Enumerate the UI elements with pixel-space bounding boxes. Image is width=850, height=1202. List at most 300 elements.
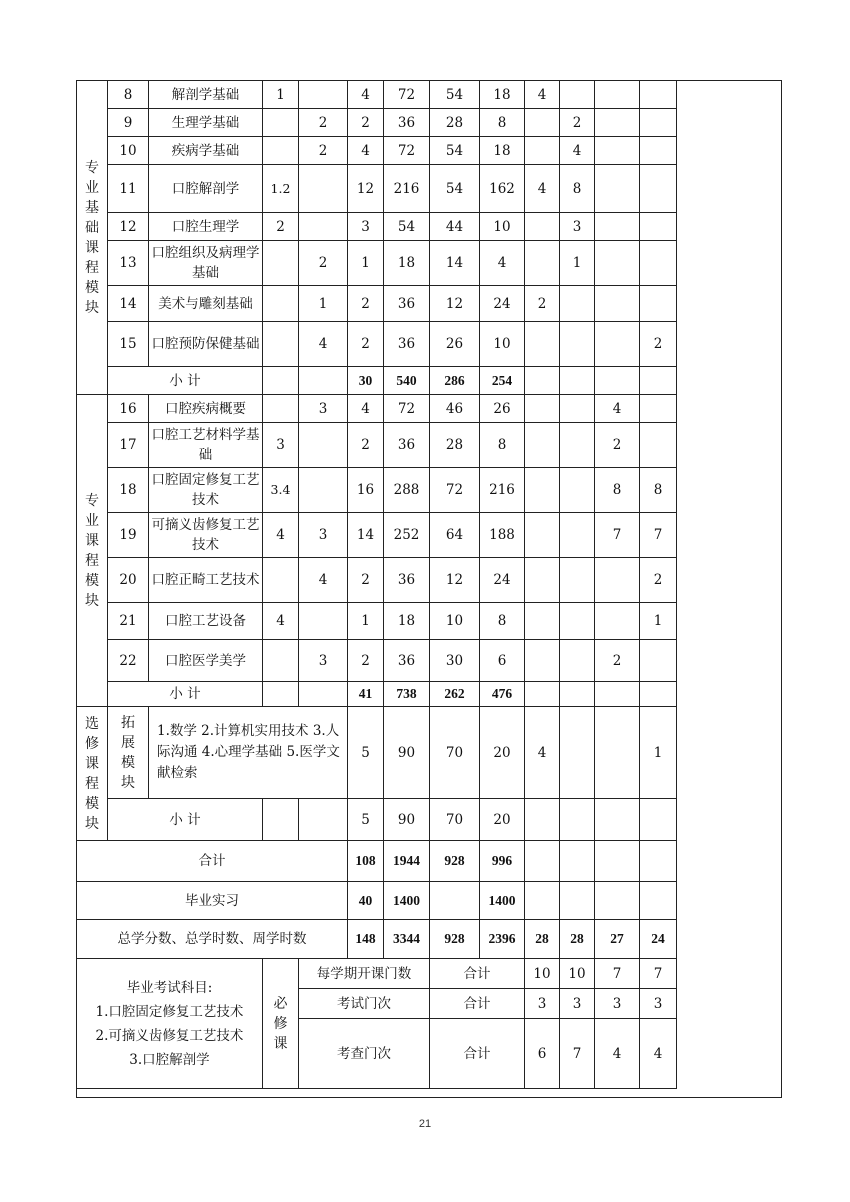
table-row — [77, 603, 677, 640]
col-credit: 2 — [348, 423, 384, 468]
course-name: 美术与雕刻基础 — [149, 286, 263, 322]
exam-row-s3: 7 — [595, 959, 640, 989]
table-row — [77, 165, 677, 213]
course-name: 口腔固定修复工艺技术 — [149, 468, 263, 513]
elective-sub-label — [108, 707, 149, 799]
col-s3 — [595, 165, 640, 213]
col-practice: 216 — [480, 468, 525, 513]
col-hours: 72 — [384, 137, 430, 165]
course-name: 口腔组织及病理学基础 — [149, 241, 263, 286]
exam-semester — [263, 241, 299, 286]
subtotal-theory: 262 — [430, 682, 480, 707]
elective-theory: 70 — [430, 707, 480, 799]
subtotal-theory: 70 — [430, 799, 480, 841]
col-credit: 2 — [348, 322, 384, 367]
col-theory: 28 — [430, 109, 480, 137]
table-row — [77, 682, 677, 707]
col-practice: 26 — [480, 395, 525, 423]
grand-total-label: 总学分数、总学时数、周学时数 — [77, 920, 348, 959]
col-credit: 3 — [348, 213, 384, 241]
col-s4 — [640, 395, 677, 423]
exam-row-s3: 4 — [595, 1019, 640, 1089]
table-row — [77, 640, 677, 682]
col-hours: 36 — [384, 322, 430, 367]
subtotal-theory: 286 — [430, 367, 480, 395]
col-practice: 162 — [480, 165, 525, 213]
col-theory: 12 — [430, 286, 480, 322]
exam-row-s1: 3 — [525, 989, 560, 1019]
elective-s4: 1 — [640, 707, 677, 799]
course-name: 口腔生理学 — [149, 213, 263, 241]
grand-s4: 24 — [640, 920, 677, 959]
empty-cell — [640, 882, 677, 920]
col-practice: 4 — [480, 241, 525, 286]
col-s3 — [595, 137, 640, 165]
exam-semester — [263, 558, 299, 603]
col-hours: 288 — [384, 468, 430, 513]
table-row — [77, 241, 677, 286]
col-s4 — [640, 109, 677, 137]
elective-practice: 20 — [480, 707, 525, 799]
table-row — [77, 81, 677, 109]
exam-row-s1: 6 — [525, 1019, 560, 1089]
subtotal-label: 小 计 — [108, 682, 263, 707]
empty-cell — [595, 799, 640, 841]
exam-row-sum: 合计 — [430, 1019, 525, 1089]
internship-label: 毕业实习 — [77, 882, 348, 920]
col-hours: 54 — [384, 213, 430, 241]
subtotal-label: 小 计 — [108, 367, 263, 395]
empty-cell — [595, 682, 640, 707]
col-s2: 8 — [560, 165, 595, 213]
col-hours: 36 — [384, 109, 430, 137]
exam-semester: 4 — [263, 603, 299, 640]
col-check: 4 — [299, 558, 348, 603]
internship-practice: 1400 — [480, 882, 525, 920]
col-check — [299, 603, 348, 640]
empty-cell — [299, 799, 348, 841]
col-s1 — [525, 423, 560, 468]
col-s2 — [560, 286, 595, 322]
col-s2 — [560, 640, 595, 682]
course-name: 口腔医学美学 — [149, 640, 263, 682]
exam-semester — [263, 640, 299, 682]
col-credit: 1 — [348, 241, 384, 286]
col-theory: 14 — [430, 241, 480, 286]
col-credit: 4 — [348, 137, 384, 165]
col-check — [299, 213, 348, 241]
col-credit: 1 — [348, 603, 384, 640]
table-row — [77, 920, 677, 959]
table-row — [77, 799, 677, 841]
exam-subject-item: 1.口腔固定修复工艺技术 — [95, 1003, 244, 1020]
col-s1 — [525, 603, 560, 640]
table-row — [77, 841, 677, 882]
exam-row-s4: 4 — [640, 1019, 677, 1089]
col-s3: 8 — [595, 468, 640, 513]
table-row — [77, 882, 677, 920]
col-credit: 2 — [348, 109, 384, 137]
col-practice: 8 — [480, 603, 525, 640]
exam-semester — [263, 137, 299, 165]
col-s3: 2 — [595, 640, 640, 682]
col-s4 — [640, 165, 677, 213]
exam-row-s2: 10 — [560, 959, 595, 989]
col-s2 — [560, 558, 595, 603]
col-hours: 72 — [384, 395, 430, 423]
col-hours: 36 — [384, 558, 430, 603]
col-hours: 216 — [384, 165, 430, 213]
exam-row-sum: 合计 — [430, 959, 525, 989]
col-s1 — [525, 241, 560, 286]
col-s2 — [560, 423, 595, 468]
curriculum-table — [76, 80, 677, 1089]
col-hours: 18 — [384, 603, 430, 640]
col-s2 — [560, 513, 595, 558]
empty-cell — [299, 367, 348, 395]
exam-semester — [263, 395, 299, 423]
col-theory: 44 — [430, 213, 480, 241]
col-s3 — [595, 109, 640, 137]
exam-semester — [263, 322, 299, 367]
col-s1 — [525, 640, 560, 682]
col-s4 — [640, 423, 677, 468]
subtotal-practice: 476 — [480, 682, 525, 707]
col-s3: 4 — [595, 395, 640, 423]
empty-cell — [525, 841, 560, 882]
table-row — [77, 367, 677, 395]
graduation-exam-subjects — [77, 959, 263, 1089]
col-hours: 72 — [384, 81, 430, 109]
subtotal-hours: 90 — [384, 799, 430, 841]
col-check: 2 — [299, 137, 348, 165]
table-row — [77, 513, 677, 558]
course-number: 10 — [108, 137, 149, 165]
col-s1 — [525, 513, 560, 558]
subtotal-credit: 30 — [348, 367, 384, 395]
subtotal-credit: 41 — [348, 682, 384, 707]
col-s2: 1 — [560, 241, 595, 286]
course-number: 13 — [108, 241, 149, 286]
course-number: 21 — [108, 603, 149, 640]
course-name: 口腔正畸工艺技术 — [149, 558, 263, 603]
col-s2 — [560, 395, 595, 423]
empty-cell — [525, 367, 560, 395]
col-s4: 1 — [640, 603, 677, 640]
col-check — [299, 468, 348, 513]
group-prof-basic — [77, 81, 108, 395]
col-check: 3 — [299, 395, 348, 423]
col-theory: 54 — [430, 81, 480, 109]
col-hours: 18 — [384, 241, 430, 286]
col-practice: 6 — [480, 640, 525, 682]
col-practice: 24 — [480, 286, 525, 322]
col-s3 — [595, 286, 640, 322]
col-s3 — [595, 558, 640, 603]
course-number: 11 — [108, 165, 149, 213]
col-s1 — [525, 395, 560, 423]
exam-row-label: 考试门次 — [299, 989, 430, 1019]
col-practice: 18 — [480, 81, 525, 109]
empty-cell — [560, 841, 595, 882]
col-theory: 12 — [430, 558, 480, 603]
exam-row-s3: 3 — [595, 989, 640, 1019]
grand-s2: 28 — [560, 920, 595, 959]
exam-semester — [263, 109, 299, 137]
empty-cell — [263, 799, 299, 841]
subtotal-practice: 254 — [480, 367, 525, 395]
col-s1 — [525, 322, 560, 367]
exam-row-s4: 7 — [640, 959, 677, 989]
table-row — [77, 423, 677, 468]
total-hours: 1944 — [384, 841, 430, 882]
empty-cell — [560, 682, 595, 707]
course-number: 17 — [108, 423, 149, 468]
elective-s1: 4 — [525, 707, 560, 799]
col-check — [299, 165, 348, 213]
col-s2: 3 — [560, 213, 595, 241]
course-number: 12 — [108, 213, 149, 241]
course-name: 口腔解剖学 — [149, 165, 263, 213]
grand-s3: 27 — [595, 920, 640, 959]
exam-row-label: 每学期开课门数 — [299, 959, 430, 989]
empty-cell — [640, 841, 677, 882]
exam-row-s1: 10 — [525, 959, 560, 989]
col-practice: 10 — [480, 322, 525, 367]
col-hours: 36 — [384, 423, 430, 468]
col-s1 — [525, 109, 560, 137]
col-s1 — [525, 558, 560, 603]
empty-cell — [263, 682, 299, 707]
col-theory: 54 — [430, 137, 480, 165]
col-check: 3 — [299, 513, 348, 558]
col-s3: 2 — [595, 423, 640, 468]
col-s2 — [560, 81, 595, 109]
empty-cell — [430, 882, 480, 920]
col-theory: 30 — [430, 640, 480, 682]
course-name: 疾病学基础 — [149, 137, 263, 165]
course-name: 口腔疾病概要 — [149, 395, 263, 423]
col-s3 — [595, 241, 640, 286]
grand-practice: 2396 — [480, 920, 525, 959]
group-elective — [77, 707, 108, 841]
col-s1 — [525, 137, 560, 165]
page-number: 21 — [418, 1118, 432, 1130]
total-practice: 996 — [480, 841, 525, 882]
elective-hours: 90 — [384, 707, 430, 799]
course-name: 口腔预防保健基础 — [149, 322, 263, 367]
table-body — [77, 81, 677, 1089]
course-number: 16 — [108, 395, 149, 423]
col-s4 — [640, 640, 677, 682]
required-course-label — [263, 959, 299, 1089]
exam-row-s2: 7 — [560, 1019, 595, 1089]
col-practice: 24 — [480, 558, 525, 603]
col-credit: 12 — [348, 165, 384, 213]
empty-cell — [595, 882, 640, 920]
empty-cell — [595, 367, 640, 395]
col-credit: 2 — [348, 286, 384, 322]
col-s1 — [525, 213, 560, 241]
col-s3 — [595, 81, 640, 109]
col-s4 — [640, 241, 677, 286]
empty-cell — [640, 367, 677, 395]
table-row — [77, 395, 677, 423]
course-number: 8 — [108, 81, 149, 109]
col-s4 — [640, 286, 677, 322]
total-theory: 928 — [430, 841, 480, 882]
col-s1: 4 — [525, 165, 560, 213]
exam-subjects-title: 毕业考试科目: — [126, 979, 213, 996]
course-number: 19 — [108, 513, 149, 558]
col-s2: 2 — [560, 109, 595, 137]
table-row — [77, 707, 677, 799]
col-s4: 7 — [640, 513, 677, 558]
empty-cell — [299, 682, 348, 707]
course-number: 15 — [108, 322, 149, 367]
col-practice: 188 — [480, 513, 525, 558]
col-s4 — [640, 213, 677, 241]
empty-cell — [525, 799, 560, 841]
col-credit: 4 — [348, 395, 384, 423]
vertical-label: 拓展模块 — [121, 714, 135, 791]
col-check: 1 — [299, 286, 348, 322]
col-check: 2 — [299, 241, 348, 286]
empty-cell — [263, 367, 299, 395]
col-practice: 18 — [480, 137, 525, 165]
exam-semester: 3 — [263, 423, 299, 468]
table-row — [77, 213, 677, 241]
course-number: 14 — [108, 286, 149, 322]
internship-credit: 40 — [348, 882, 384, 920]
exam-subject-item: 2.可摘义齿修复工艺技术 — [95, 1027, 244, 1044]
col-s2 — [560, 468, 595, 513]
empty-cell — [640, 682, 677, 707]
subtotal-hours: 738 — [384, 682, 430, 707]
exam-subject-item: 3.口腔解剖学 — [129, 1051, 210, 1068]
total-label: 合计 — [77, 841, 348, 882]
grand-theory: 928 — [430, 920, 480, 959]
subtotal-practice: 20 — [480, 799, 525, 841]
table-row — [77, 468, 677, 513]
course-name: 口腔工艺设备 — [149, 603, 263, 640]
vertical-label: 选修课程模块 — [85, 715, 99, 832]
internship-hours: 1400 — [384, 882, 430, 920]
course-number: 22 — [108, 640, 149, 682]
empty-cell — [525, 682, 560, 707]
col-s3 — [595, 322, 640, 367]
col-practice: 8 — [480, 423, 525, 468]
table-row — [77, 109, 677, 137]
col-credit: 2 — [348, 640, 384, 682]
vertical-label: 专业课程模块 — [85, 492, 99, 609]
elective-course-list: 1.数学 2.计算机实用技术 3.人际沟通 4.心理学基础 5.医学文献检索 — [149, 707, 348, 799]
elective-credit: 5 — [348, 707, 384, 799]
grand-s1: 28 — [525, 920, 560, 959]
exam-semester: 3.4 — [263, 468, 299, 513]
subtotal-label: 小 计 — [108, 799, 263, 841]
col-s4: 2 — [640, 322, 677, 367]
empty-cell — [560, 882, 595, 920]
col-hours: 252 — [384, 513, 430, 558]
total-credit: 108 — [348, 841, 384, 882]
exam-semester: 4 — [263, 513, 299, 558]
course-name: 解剖学基础 — [149, 81, 263, 109]
col-check — [299, 423, 348, 468]
exam-semester — [263, 286, 299, 322]
empty-cell — [595, 707, 640, 799]
col-check: 4 — [299, 322, 348, 367]
subtotal-credit: 5 — [348, 799, 384, 841]
vertical-label: 专业基础课程模块 — [85, 159, 99, 316]
col-hours: 36 — [384, 640, 430, 682]
col-s4: 2 — [640, 558, 677, 603]
course-number: 9 — [108, 109, 149, 137]
table-row — [77, 322, 677, 367]
col-theory: 26 — [430, 322, 480, 367]
empty-cell — [560, 799, 595, 841]
course-number: 20 — [108, 558, 149, 603]
col-check — [299, 81, 348, 109]
col-s2 — [560, 603, 595, 640]
group-prof-course — [77, 395, 108, 707]
col-s3 — [595, 603, 640, 640]
table-row — [77, 558, 677, 603]
col-check: 2 — [299, 109, 348, 137]
table-row — [77, 959, 677, 989]
grand-hours: 3344 — [384, 920, 430, 959]
exam-row-sum: 合计 — [430, 989, 525, 1019]
exam-semester: 1 — [263, 81, 299, 109]
col-hours: 36 — [384, 286, 430, 322]
col-s1 — [525, 468, 560, 513]
col-s1: 2 — [525, 286, 560, 322]
col-theory: 72 — [430, 468, 480, 513]
col-s4 — [640, 137, 677, 165]
exam-row-s2: 3 — [560, 989, 595, 1019]
col-practice: 8 — [480, 109, 525, 137]
course-name: 口腔工艺材料学基础 — [149, 423, 263, 468]
col-credit: 2 — [348, 558, 384, 603]
col-practice: 10 — [480, 213, 525, 241]
col-s3: 7 — [595, 513, 640, 558]
grand-credit: 148 — [348, 920, 384, 959]
course-name: 可摘义齿修复工艺技术 — [149, 513, 263, 558]
col-theory: 54 — [430, 165, 480, 213]
col-s2: 4 — [560, 137, 595, 165]
col-credit: 4 — [348, 81, 384, 109]
exam-row-label: 考查门次 — [299, 1019, 430, 1089]
exam-row-s4: 3 — [640, 989, 677, 1019]
exam-semester: 2 — [263, 213, 299, 241]
col-credit: 14 — [348, 513, 384, 558]
empty-cell — [640, 799, 677, 841]
table-row — [77, 137, 677, 165]
col-s3 — [595, 213, 640, 241]
col-s4 — [640, 81, 677, 109]
empty-cell — [560, 367, 595, 395]
course-number: 18 — [108, 468, 149, 513]
vertical-label: 必修课 — [273, 995, 288, 1052]
empty-cell — [560, 707, 595, 799]
empty-cell — [525, 882, 560, 920]
col-theory: 10 — [430, 603, 480, 640]
course-name: 生理学基础 — [149, 109, 263, 137]
subtotal-hours: 540 — [384, 367, 430, 395]
col-theory: 28 — [430, 423, 480, 468]
col-s1: 4 — [525, 81, 560, 109]
exam-semester: 1.2 — [263, 165, 299, 213]
